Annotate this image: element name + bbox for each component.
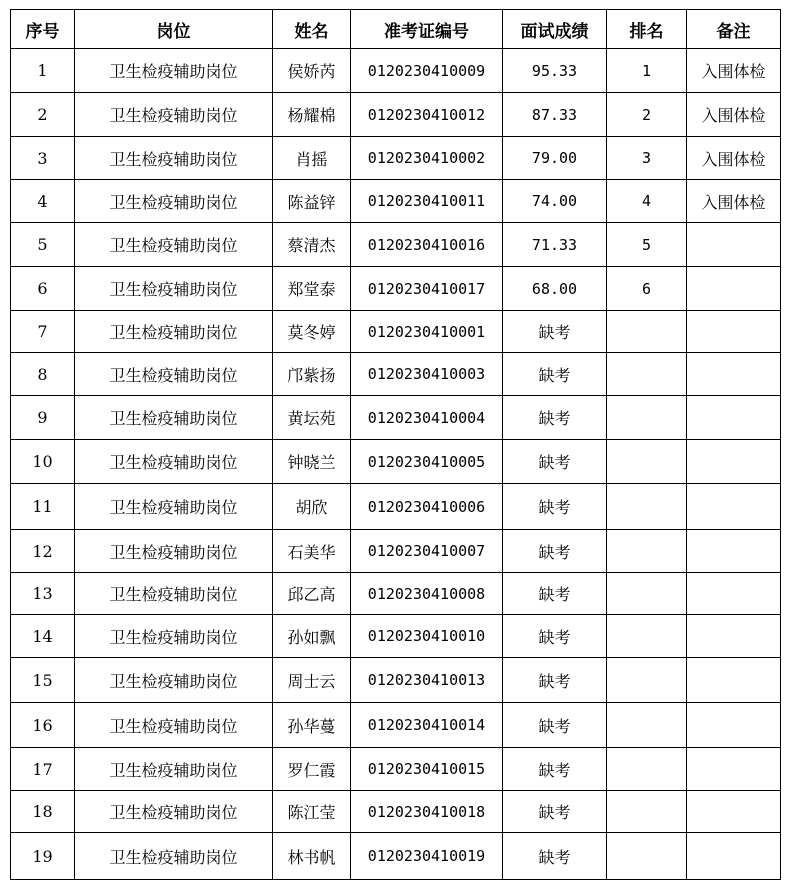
cell-note: 入围体检 xyxy=(687,49,781,93)
cell-seq: 19 xyxy=(11,833,75,880)
cell-post: 卫生检疫辅助岗位 xyxy=(75,311,273,353)
cell-note xyxy=(687,396,781,440)
cell-name: 邝紫扬 xyxy=(273,353,351,396)
cell-exam-id: 0120230410007 xyxy=(351,530,503,573)
cell-post: 卫生检疫辅助岗位 xyxy=(75,615,273,658)
cell-note xyxy=(687,484,781,530)
cell-seq: 5 xyxy=(11,223,75,267)
cell-rank xyxy=(607,703,687,748)
cell-seq: 11 xyxy=(11,484,75,530)
cell-score: 缺考 xyxy=(503,353,607,396)
cell-post: 卫生检疫辅助岗位 xyxy=(75,223,273,267)
cell-note xyxy=(687,530,781,573)
cell-exam-id: 0120230410019 xyxy=(351,833,503,880)
table-row xyxy=(11,353,781,396)
cell-rank xyxy=(607,530,687,573)
cell-rank xyxy=(607,440,687,484)
cell-name: 周士云 xyxy=(273,658,351,703)
cell-post: 卫生检疫辅助岗位 xyxy=(75,180,273,223)
cell-score: 缺考 xyxy=(503,573,607,615)
cell-name: 胡欣 xyxy=(273,484,351,530)
cell-seq: 15 xyxy=(11,658,75,703)
cell-note xyxy=(687,353,781,396)
cell-exam-id: 0120230410010 xyxy=(351,615,503,658)
cell-post: 卫生检疫辅助岗位 xyxy=(75,703,273,748)
cell-post: 卫生检疫辅助岗位 xyxy=(75,748,273,791)
cell-exam-id: 0120230410015 xyxy=(351,748,503,791)
cell-name: 莫冬婷 xyxy=(273,311,351,353)
cell-score: 缺考 xyxy=(503,833,607,880)
cell-note: 入围体检 xyxy=(687,180,781,223)
cell-exam-id: 0120230410003 xyxy=(351,353,503,396)
table-row xyxy=(11,530,781,573)
cell-score: 缺考 xyxy=(503,615,607,658)
cell-exam-id: 0120230410009 xyxy=(351,49,503,93)
cell-score: 缺考 xyxy=(503,484,607,530)
cell-seq: 6 xyxy=(11,267,75,311)
cell-score: 缺考 xyxy=(503,748,607,791)
cell-exam-id: 0120230410014 xyxy=(351,703,503,748)
cell-post: 卫生检疫辅助岗位 xyxy=(75,833,273,880)
cell-score: 缺考 xyxy=(503,311,607,353)
cell-note xyxy=(687,311,781,353)
cell-exam-id: 0120230410001 xyxy=(351,311,503,353)
cell-exam-id: 0120230410011 xyxy=(351,180,503,223)
cell-seq: 1 xyxy=(11,49,75,93)
cell-name: 黄坛苑 xyxy=(273,396,351,440)
cell-seq: 7 xyxy=(11,311,75,353)
cell-post: 卫生检疫辅助岗位 xyxy=(75,353,273,396)
cell-post: 卫生检疫辅助岗位 xyxy=(75,440,273,484)
cell-note xyxy=(687,615,781,658)
cell-score: 74.00 xyxy=(503,180,607,223)
cell-name: 邱乙高 xyxy=(273,573,351,615)
cell-note: 入围体检 xyxy=(687,93,781,137)
header-name: 姓名 xyxy=(273,10,351,49)
cell-rank: 2 xyxy=(607,93,687,137)
cell-score: 95.33 xyxy=(503,49,607,93)
cell-exam-id: 0120230410004 xyxy=(351,396,503,440)
cell-rank xyxy=(607,748,687,791)
cell-rank: 5 xyxy=(607,223,687,267)
cell-score: 缺考 xyxy=(503,703,607,748)
cell-note xyxy=(687,440,781,484)
cell-exam-id: 0120230410005 xyxy=(351,440,503,484)
cell-post: 卫生检疫辅助岗位 xyxy=(75,658,273,703)
table-row xyxy=(11,615,781,658)
cell-note xyxy=(687,573,781,615)
table-row xyxy=(11,791,781,833)
cell-name: 陈益锌 xyxy=(273,180,351,223)
cell-rank xyxy=(607,833,687,880)
cell-rank xyxy=(607,615,687,658)
cell-note xyxy=(687,658,781,703)
cell-score: 缺考 xyxy=(503,440,607,484)
cell-note xyxy=(687,267,781,311)
cell-name: 石美华 xyxy=(273,530,351,573)
cell-rank: 1 xyxy=(607,49,687,93)
cell-rank xyxy=(607,484,687,530)
cell-name: 杨耀棉 xyxy=(273,93,351,137)
table-header-row xyxy=(11,10,781,49)
table-row xyxy=(11,440,781,484)
cell-note xyxy=(687,703,781,748)
header-note: 备注 xyxy=(687,10,781,49)
table-body xyxy=(11,49,781,880)
cell-post: 卫生检疫辅助岗位 xyxy=(75,49,273,93)
table-row xyxy=(11,311,781,353)
table-row xyxy=(11,658,781,703)
cell-exam-id: 0120230410013 xyxy=(351,658,503,703)
header-exam-id: 准考证编号 xyxy=(351,10,503,49)
cell-seq: 10 xyxy=(11,440,75,484)
cell-rank: 3 xyxy=(607,137,687,180)
table-row xyxy=(11,703,781,748)
cell-note xyxy=(687,223,781,267)
table-row xyxy=(11,396,781,440)
cell-post: 卫生检疫辅助岗位 xyxy=(75,484,273,530)
cell-rank xyxy=(607,311,687,353)
cell-rank xyxy=(607,791,687,833)
cell-seq: 3 xyxy=(11,137,75,180)
cell-score: 87.33 xyxy=(503,93,607,137)
cell-exam-id: 0120230410006 xyxy=(351,484,503,530)
cell-name: 罗仁霞 xyxy=(273,748,351,791)
cell-seq: 14 xyxy=(11,615,75,658)
cell-note: 入围体检 xyxy=(687,137,781,180)
cell-exam-id: 0120230410008 xyxy=(351,573,503,615)
table-row xyxy=(11,267,781,311)
header-score: 面试成绩 xyxy=(503,10,607,49)
cell-post: 卫生检疫辅助岗位 xyxy=(75,93,273,137)
cell-name: 孙如飘 xyxy=(273,615,351,658)
cell-score: 缺考 xyxy=(503,791,607,833)
cell-note xyxy=(687,833,781,880)
cell-name: 孙华蔓 xyxy=(273,703,351,748)
cell-seq: 4 xyxy=(11,180,75,223)
cell-name: 侯娇芮 xyxy=(273,49,351,93)
cell-exam-id: 0120230410002 xyxy=(351,137,503,180)
cell-post: 卫生检疫辅助岗位 xyxy=(75,573,273,615)
cell-rank xyxy=(607,396,687,440)
cell-rank xyxy=(607,573,687,615)
cell-seq: 9 xyxy=(11,396,75,440)
cell-post: 卫生检疫辅助岗位 xyxy=(75,791,273,833)
table-row xyxy=(11,180,781,223)
cell-seq: 16 xyxy=(11,703,75,748)
cell-score: 缺考 xyxy=(503,530,607,573)
cell-exam-id: 0120230410017 xyxy=(351,267,503,311)
cell-note xyxy=(687,748,781,791)
table-row xyxy=(11,93,781,137)
cell-score: 71.33 xyxy=(503,223,607,267)
table-row xyxy=(11,573,781,615)
cell-rank xyxy=(607,353,687,396)
cell-name: 陈江莹 xyxy=(273,791,351,833)
cell-seq: 13 xyxy=(11,573,75,615)
cell-exam-id: 0120230410016 xyxy=(351,223,503,267)
header-seq: 序号 xyxy=(11,10,75,49)
cell-score: 缺考 xyxy=(503,658,607,703)
cell-seq: 17 xyxy=(11,748,75,791)
header-post: 岗位 xyxy=(75,10,273,49)
cell-seq: 8 xyxy=(11,353,75,396)
cell-rank xyxy=(607,658,687,703)
header-rank: 排名 xyxy=(607,10,687,49)
cell-name: 肖摇 xyxy=(273,137,351,180)
cell-score: 缺考 xyxy=(503,396,607,440)
table-row xyxy=(11,748,781,791)
cell-rank: 6 xyxy=(607,267,687,311)
cell-name: 林书帆 xyxy=(273,833,351,880)
cell-seq: 18 xyxy=(11,791,75,833)
cell-exam-id: 0120230410012 xyxy=(351,93,503,137)
cell-note xyxy=(687,791,781,833)
table-row xyxy=(11,223,781,267)
cell-seq: 12 xyxy=(11,530,75,573)
interview-results-table xyxy=(10,9,781,880)
cell-name: 蔡清杰 xyxy=(273,223,351,267)
table-row xyxy=(11,833,781,880)
cell-post: 卫生检疫辅助岗位 xyxy=(75,267,273,311)
table-row xyxy=(11,137,781,180)
cell-post: 卫生检疫辅助岗位 xyxy=(75,137,273,180)
cell-post: 卫生检疫辅助岗位 xyxy=(75,530,273,573)
cell-post: 卫生检疫辅助岗位 xyxy=(75,396,273,440)
cell-exam-id: 0120230410018 xyxy=(351,791,503,833)
cell-rank: 4 xyxy=(607,180,687,223)
cell-score: 79.00 xyxy=(503,137,607,180)
cell-score: 68.00 xyxy=(503,267,607,311)
table-row xyxy=(11,484,781,530)
cell-name: 郑堂泰 xyxy=(273,267,351,311)
table-row xyxy=(11,49,781,93)
cell-name: 钟晓兰 xyxy=(273,440,351,484)
cell-seq: 2 xyxy=(11,93,75,137)
